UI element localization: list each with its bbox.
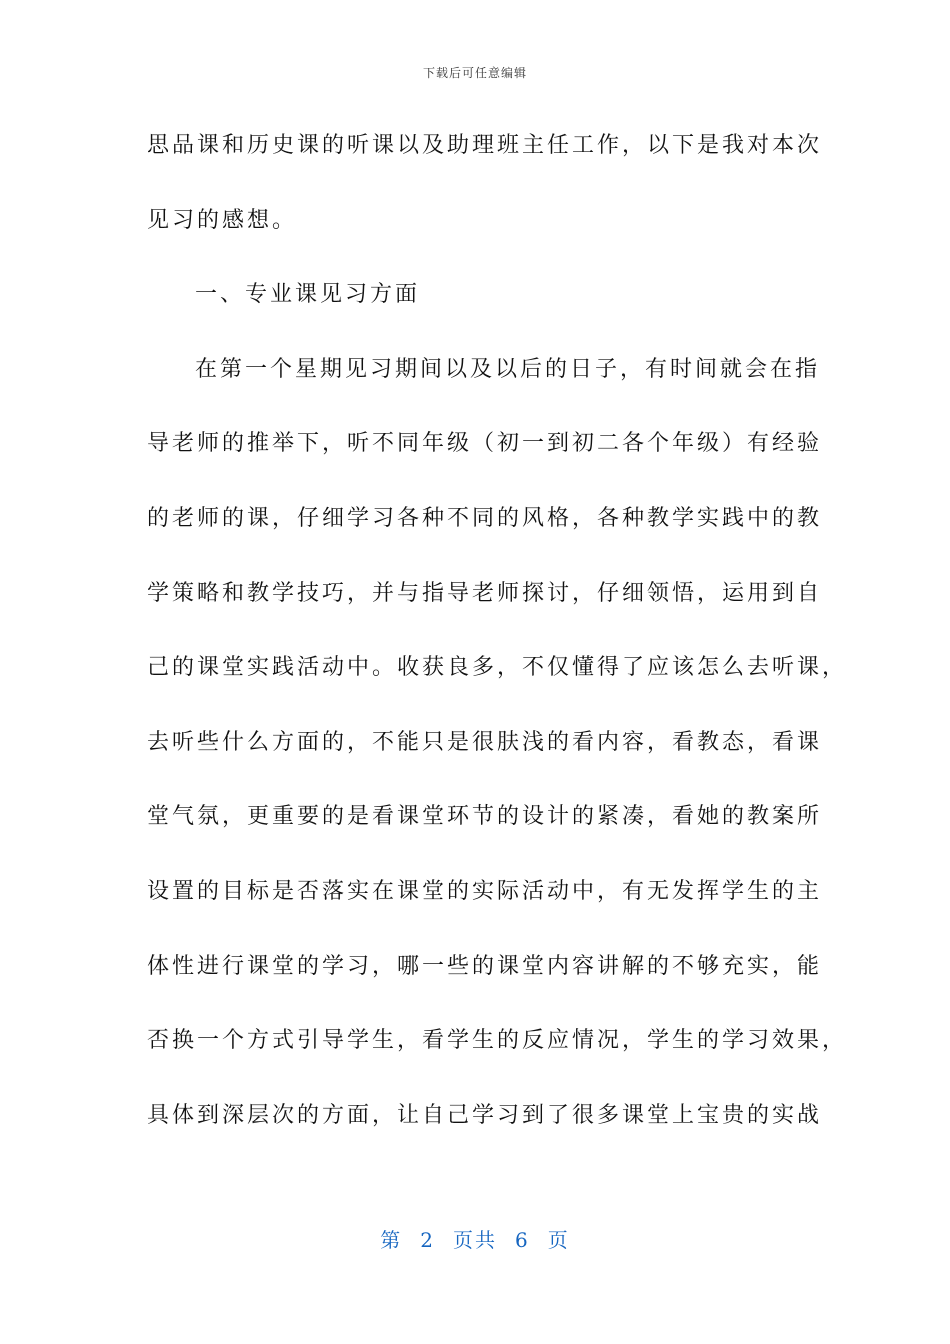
paragraph-line: 思品课和历史课的听课以及助理班主任工作，以下是我对本次 bbox=[147, 133, 823, 158]
total-page-count: 6 bbox=[515, 1228, 530, 1252]
paragraph-line: 去听些什么方面的，不能只是很肤浅的看内容，看教态，看课 bbox=[147, 729, 823, 755]
paragraph-line: 体性进行课堂的学习，哪一些的课堂内容讲解的不够充实，能 bbox=[147, 953, 823, 979]
paragraph-line: 见习的感想。 bbox=[147, 207, 298, 233]
current-page-number: 2 bbox=[420, 1228, 435, 1252]
footer-suffix: 页 bbox=[547, 1228, 570, 1252]
paragraph-line: 的老师的课，仔细学习各种不同的风格，各种教学实践中的教 bbox=[147, 505, 823, 531]
paragraph-line: 否换一个方式引导学生，看学生的反应情况，学生的学习效果， bbox=[147, 1028, 848, 1054]
page-footer bbox=[0, 1224, 950, 1253]
paragraph-line: 设置的目标是否落实在课堂的实际活动中，有无发挥学生的主 bbox=[147, 878, 823, 904]
document-body bbox=[147, 118, 848, 1162]
paragraph-line: 导老师的推举下，听不同年级（初一到初二各个年级）有经验 bbox=[147, 431, 823, 457]
section-heading: 一、专业课见习方面 bbox=[195, 282, 421, 308]
paragraph-line: 在第一个星期见习期间以及以后的日子，有时间就会在指 bbox=[195, 356, 821, 382]
paragraph-line: 堂气氛，更重要的是看课堂环节的设计的紧凑，看她的教案所 bbox=[147, 804, 823, 830]
footer-middle: 页共 bbox=[453, 1228, 497, 1252]
header-note: 下载后可任意编辑 bbox=[422, 66, 527, 80]
footer-prefix: 第 bbox=[380, 1228, 403, 1252]
paragraph-line: 学策略和教学技巧，并与指导老师探讨，仔细领悟，运用到自 bbox=[147, 580, 823, 606]
paragraph-line: 己的课堂实践活动中。收获良多，不仅懂得了应该怎么去听课， bbox=[147, 655, 848, 681]
paragraph-line: 具体到深层次的方面，让自己学习到了很多课堂上宝贵的实战 bbox=[147, 1102, 823, 1128]
